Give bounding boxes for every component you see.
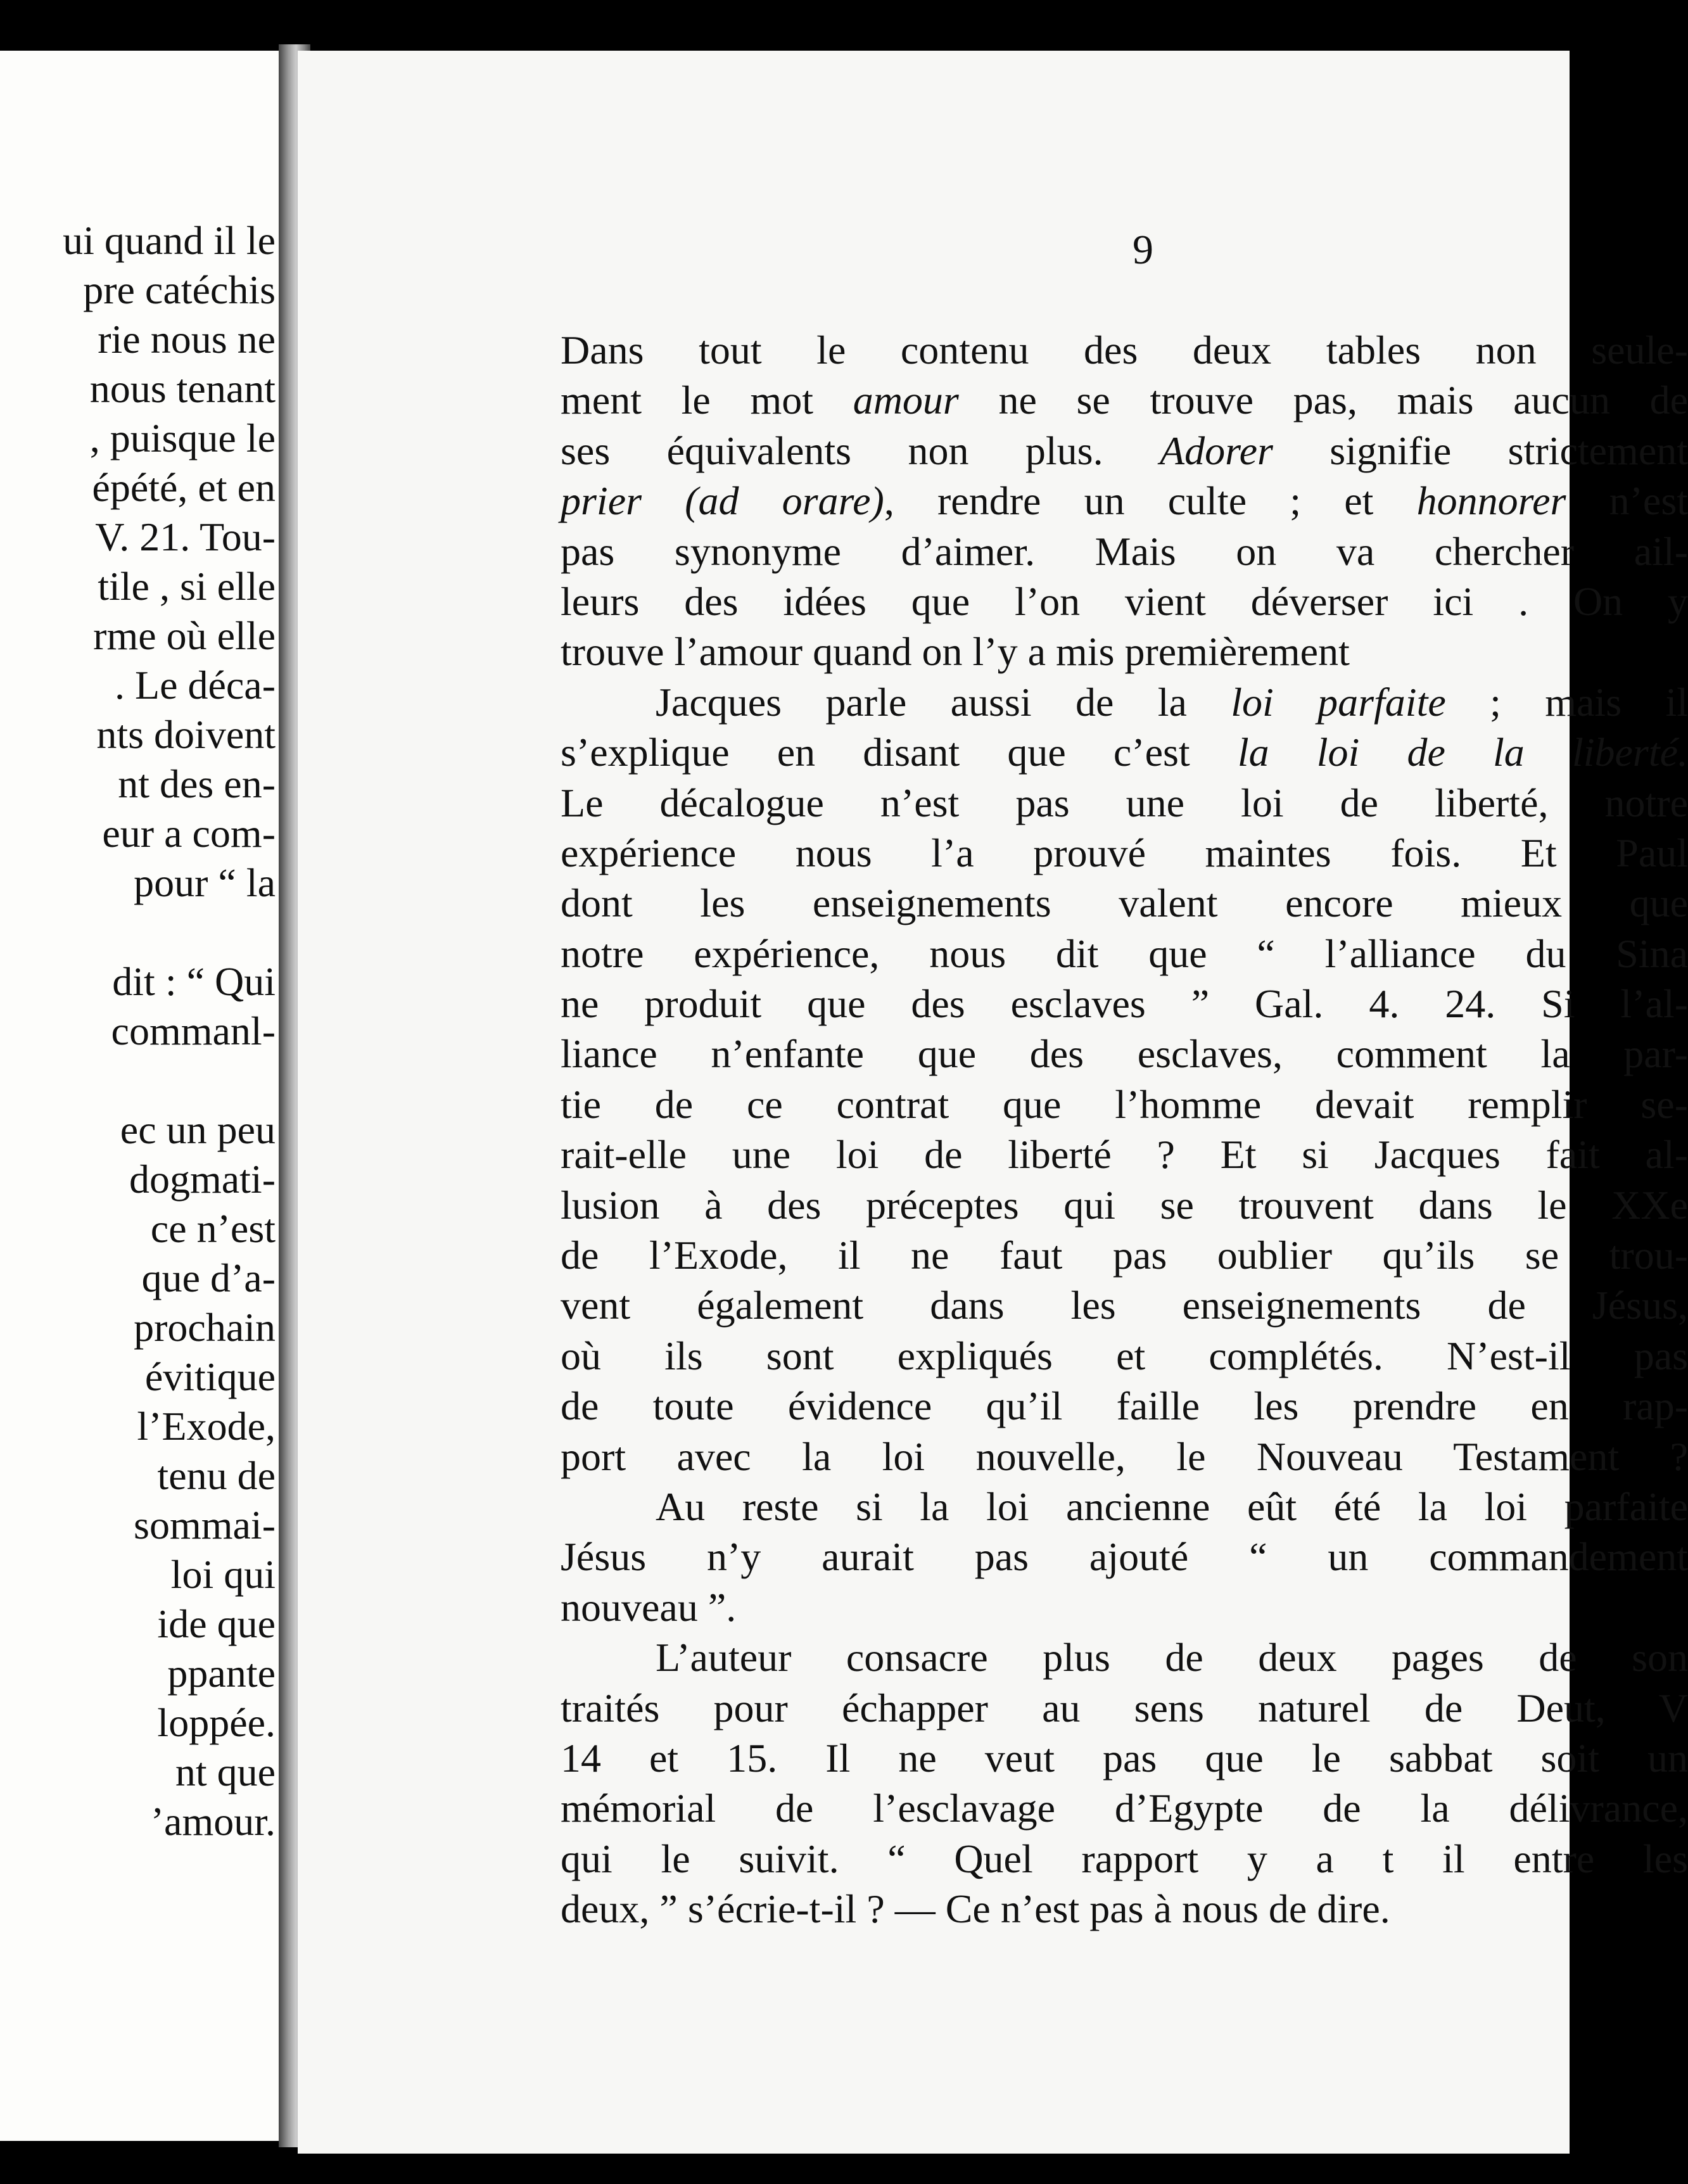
left-page-line: que d’a- xyxy=(141,1255,276,1300)
text-line xyxy=(561,1180,1688,1230)
left-page-line: loppée. xyxy=(157,1700,276,1745)
left-page-line: ui quand il le xyxy=(63,218,276,263)
text-segment: nouveau ”. xyxy=(561,1584,737,1630)
left-page-line: V. 21. Tou- xyxy=(95,514,276,559)
left-page-line: pre catéchis xyxy=(83,267,276,312)
text-segment: ment le mot xyxy=(561,378,853,423)
left-page-line: rme où elle xyxy=(93,613,276,658)
page-number: 9 xyxy=(1133,227,1153,273)
text-segment: 14 et 15. Il ne veut pas que le sabbat soit un xyxy=(561,1735,1688,1781)
text-segment: notre expérience, nous dit que “ l’alliance du Sina xyxy=(561,930,1688,976)
text-segment: Jacques parle aussi de la xyxy=(656,679,1231,725)
left-page-line: commanl- xyxy=(111,1008,276,1053)
text-line xyxy=(561,526,1688,576)
left-page-line: , puisque le xyxy=(89,416,276,460)
left-page-line: tenu de xyxy=(157,1453,276,1498)
text-segment: tie de ce contrat que l’homme devait remplir se- xyxy=(561,1081,1688,1127)
text-segment: expérience nous l’a prouvé maintes fois. Et Paul xyxy=(561,830,1688,875)
text-line xyxy=(561,426,1688,476)
text-line xyxy=(561,1482,1688,1532)
left-page-line: l’Exode, xyxy=(137,1404,276,1449)
text-segment: Au reste si la loi ancienne eût été la loi parfaite xyxy=(656,1483,1688,1529)
text-segment: qui le suivit. “ Quel rapport y a t il entre les xyxy=(561,1836,1688,1881)
text-line xyxy=(561,1079,1688,1129)
right-page xyxy=(298,51,1688,2154)
left-page-line: dogmati- xyxy=(129,1157,276,1202)
text-line xyxy=(561,1783,1688,1833)
text-line xyxy=(561,1733,1688,1783)
text-line xyxy=(561,1683,1688,1733)
text-line xyxy=(561,677,1688,727)
italic-text: honnorer xyxy=(1416,478,1566,524)
text-line xyxy=(561,1129,1688,1179)
text-line xyxy=(561,626,1688,676)
text-segment: de l’Exode, il ne faut pas oublier qu’ils se trou- xyxy=(561,1233,1688,1278)
italic-text: amour xyxy=(853,378,959,423)
text-line xyxy=(561,1582,1688,1632)
text-segment: pas synonyme d’aimer. Mais on va chercher ail- xyxy=(561,528,1688,574)
left-page-line: nt des en- xyxy=(118,761,276,806)
text-line xyxy=(561,1230,1688,1280)
text-line xyxy=(561,1381,1688,1431)
text-segment: Le décalogue n’est pas une loi de liberté, notre xyxy=(561,780,1688,825)
text-segment: n’est xyxy=(1566,478,1688,524)
text-segment: liance n’enfante que des esclaves, comment la par- xyxy=(561,1031,1688,1077)
text-segment: dont les enseignements valent encore mieux que xyxy=(561,880,1688,926)
left-page-line: . Le déca- xyxy=(114,663,276,708)
text-segment: de toute évidence qu’il faille les prendre en rap- xyxy=(561,1383,1688,1429)
text-line xyxy=(561,979,1688,1029)
left-page-fragment xyxy=(0,51,288,2141)
italic-text: loi parfaite xyxy=(1231,679,1446,725)
text-line xyxy=(561,727,1688,777)
text-line xyxy=(561,1532,1688,1582)
text-segment: leurs des idées que l’on vient déverser ici . On y xyxy=(561,578,1688,624)
text-line xyxy=(561,778,1688,828)
text-segment: mémorial de l’esclavage d’Egypte de la délivrance, xyxy=(561,1786,1688,1831)
left-page-line: ide que xyxy=(157,1601,276,1646)
text-line xyxy=(561,375,1688,425)
text-segment: vent également dans les enseignements de Jésus, xyxy=(561,1283,1688,1328)
text-segment: ne se trouve pas, mais aucun de xyxy=(958,378,1688,423)
left-page-line: pour “ la xyxy=(134,860,276,905)
left-page-line: évitique xyxy=(144,1354,276,1399)
text-segment: Dans tout le contenu des deux tables non seule- xyxy=(561,327,1688,372)
left-page-line: nous tenant xyxy=(89,366,276,411)
italic-text: la loi de la liberté. xyxy=(1237,730,1688,775)
left-page-line: nts doivent xyxy=(96,712,276,757)
text-line xyxy=(561,576,1688,626)
text-line xyxy=(561,929,1688,979)
text-segment: lusion à des préceptes qui se trouvent dans le XXe xyxy=(561,1182,1688,1228)
text-line xyxy=(561,1632,1688,1682)
text-segment: traités pour échapper au sens naturel de Deut, V xyxy=(561,1685,1688,1730)
text-line xyxy=(561,1884,1688,1934)
left-page-line: ce n’est xyxy=(150,1206,276,1251)
text-line xyxy=(561,1834,1688,1884)
italic-text: prier (ad orare) xyxy=(561,478,884,524)
text-segment: deux, ” s’écrie-t-il ? — Ce n’est pas à nous de dire. xyxy=(561,1886,1390,1932)
left-page-line: ’amour. xyxy=(150,1799,276,1844)
left-page-line: prochain xyxy=(134,1305,276,1350)
text-segment: trouve l’amour quand on l’y a mis premièrement xyxy=(561,629,1350,675)
text-segment: rait-elle une loi de liberté ? Et si Jacques fait al- xyxy=(561,1132,1688,1178)
text-line xyxy=(561,476,1688,526)
left-page-line: ec un peu xyxy=(120,1107,276,1152)
text-segment: port avec la loi nouvelle, le Nouveau Testament ? xyxy=(561,1433,1688,1479)
text-segment: , rendre un culte ; et xyxy=(884,478,1417,524)
text-line xyxy=(561,1280,1688,1330)
text-segment: L’auteur consacre plus de deux pages de son xyxy=(656,1635,1688,1680)
left-page-line: rie nous ne xyxy=(98,317,276,362)
text-segment: ne produit que des esclaves ” Gal. 4. 24. Si l’al- xyxy=(561,981,1688,1027)
left-page-line: épété, et en xyxy=(92,465,276,510)
body-text xyxy=(561,325,1688,1934)
text-segment: signifie strictement xyxy=(1272,428,1688,473)
left-page-line: dit : “ Qui xyxy=(112,959,276,1004)
text-line xyxy=(561,325,1688,375)
text-line xyxy=(561,1029,1688,1079)
italic-text: Adorer xyxy=(1159,428,1273,473)
text-line xyxy=(561,878,1688,928)
text-segment: s’explique en disant que c’est xyxy=(561,730,1238,775)
text-line xyxy=(561,828,1688,878)
left-page-line: loi qui xyxy=(170,1552,276,1597)
left-page-line: eur a com- xyxy=(102,811,276,856)
text-segment: ses équivalents non plus. xyxy=(561,428,1160,473)
text-segment: ; mais il xyxy=(1445,679,1688,725)
left-page-line: nt que xyxy=(175,1749,276,1794)
text-segment: où ils sont expliqués et complétés. N’est-il pas xyxy=(561,1333,1688,1378)
text-segment: Jésus n’y aurait pas ajouté “ un commandement xyxy=(561,1534,1688,1580)
left-page-line: ppante xyxy=(167,1651,276,1696)
text-line xyxy=(561,1432,1688,1482)
left-page-line: sommai- xyxy=(134,1502,276,1547)
text-line xyxy=(561,1331,1688,1381)
left-page-line: tile , si elle xyxy=(98,564,276,609)
